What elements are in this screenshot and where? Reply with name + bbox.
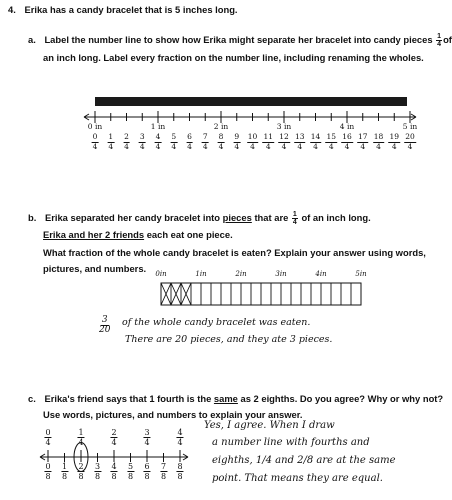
fraction-label: 15 4 <box>326 132 337 151</box>
inch-label: 1 in <box>150 122 166 131</box>
part-c-prompt-line1: c. Erika's friend says that 1 fourth is the same as 2 eighths. Do you agree? Why or why not? <box>28 393 444 404</box>
eighths-label: 5 8 <box>127 462 134 481</box>
part-c-answer-line2: a number line with fourths and <box>212 437 370 448</box>
inch-label: 4 in <box>339 122 355 131</box>
fourths-label: 1 4 <box>78 428 84 447</box>
drawing-inch-label: 3in <box>275 270 287 278</box>
fraction-label: 19 4 <box>389 132 400 151</box>
candy-bracelet-bar <box>95 97 407 106</box>
fraction-label: 3 4 <box>139 132 145 151</box>
drawing-inch-label: 2in <box>235 270 247 278</box>
fraction-label: 2 4 <box>124 132 129 151</box>
bracelet-pieces-drawing <box>160 282 362 306</box>
part-b-prompt-line4: pictures, and numbers. <box>43 263 147 274</box>
eighths-label: 6 8 <box>144 462 150 481</box>
quarter-fraction: $\frac{1}{4}$ <box>437 33 442 49</box>
eighths-label: 2 8 <box>78 462 84 481</box>
fraction-label: 12 4 <box>279 132 289 151</box>
inch-label: 0 in <box>87 122 103 131</box>
part-c-answer-line3: eighths, 1/4 and 2/8 are at the same <box>212 455 396 466</box>
fourths-label: 0 4 <box>45 428 51 447</box>
part-a-letter: a. <box>28 34 36 45</box>
fraction-label: 14 4 <box>310 132 321 151</box>
fraction-label: 18 4 <box>373 132 384 151</box>
inch-label: 5 in <box>402 122 418 131</box>
inch-label: 2 in <box>213 122 229 131</box>
part-b-prompt-line1: b. Erika separated her candy bracelet into pieces that are $\frac{1}{4}$ of an inch long. <box>28 211 371 227</box>
fraction-label: 4 4 <box>155 132 161 151</box>
part-b-prompt-line3: What fraction of the whole candy bracelet is eaten? Explain your answer using words, <box>43 247 426 258</box>
part-b-answer-line1: of the whole candy bracelet was eaten. <box>122 317 311 328</box>
fraction-label: 17 4 <box>357 132 368 151</box>
drawing-inch-label: 4in <box>315 270 327 278</box>
fraction-label: 0 4 <box>92 132 98 151</box>
fraction-label: 11 4 <box>263 132 274 151</box>
bracelet-number-line <box>80 110 420 128</box>
part-a-prompt-line1: a. Label the number line to show how Erika might separate her bracelet into candy pieces $\frac{1}{4}$ of <box>28 33 452 49</box>
drawing-inch-label: 1in <box>195 270 207 278</box>
fraction-label: 6 4 <box>187 132 192 151</box>
part-b-letter: b. <box>28 212 37 223</box>
eighths-label: 4 8 <box>111 462 117 481</box>
eighths-label: 0 8 <box>45 462 51 481</box>
fraction-label: 16 4 <box>342 132 352 151</box>
part-a-prompt-line2: an inch long. Label every fraction on the number line, including renaming the wholes. <box>43 52 424 63</box>
eighths-label: 8 8 <box>177 462 183 481</box>
part-b-answer-line2: There are 20 pieces, and they ate 3 pieces. <box>125 334 333 345</box>
fourths-label: 2 4 <box>111 428 117 447</box>
problem-intro: Erika has a candy bracelet that is 5 inches long. <box>24 4 238 15</box>
fraction-label: 10 4 <box>247 132 258 151</box>
quarter-fraction: $\frac{1}{4}$ <box>292 211 297 227</box>
part-b-answer-fraction: $\frac{3}{20}$ <box>99 315 111 335</box>
part-c-letter: c. <box>28 393 36 404</box>
fraction-label: 7 4 <box>202 132 208 151</box>
part-c-prompt-line2: Use words, pictures, and numbers to explain your answer. <box>43 409 303 420</box>
eighths-label: 3 8 <box>94 462 101 481</box>
problem-number: 4. <box>8 4 16 15</box>
inch-label: 3 in <box>276 122 292 131</box>
part-c-answer-line1: Yes, I agree. When I draw <box>204 420 335 431</box>
fraction-label: 5 4 <box>171 132 177 151</box>
fraction-label: 1 4 <box>108 132 114 151</box>
problem-heading <box>8 2 238 17</box>
part-c-answer-line4: point. That means they are equal. <box>212 473 383 484</box>
eighths-label: 7 8 <box>160 462 167 481</box>
fourths-label: 4 4 <box>177 428 183 447</box>
part-b-prompt-line2: Erika and her 2 friends each eat one piece. <box>43 229 233 240</box>
drawing-inch-label: 0in <box>155 270 167 278</box>
drawing-inch-label: 5in <box>355 270 367 278</box>
eighths-label: 1 8 <box>61 462 68 481</box>
fraction-label: 20 4 <box>405 132 415 151</box>
fourths-label: 3 4 <box>144 428 150 447</box>
fraction-label: 8 4 <box>218 132 224 151</box>
fraction-label: 13 4 <box>294 132 305 151</box>
fraction-label: 9 4 <box>234 132 240 151</box>
